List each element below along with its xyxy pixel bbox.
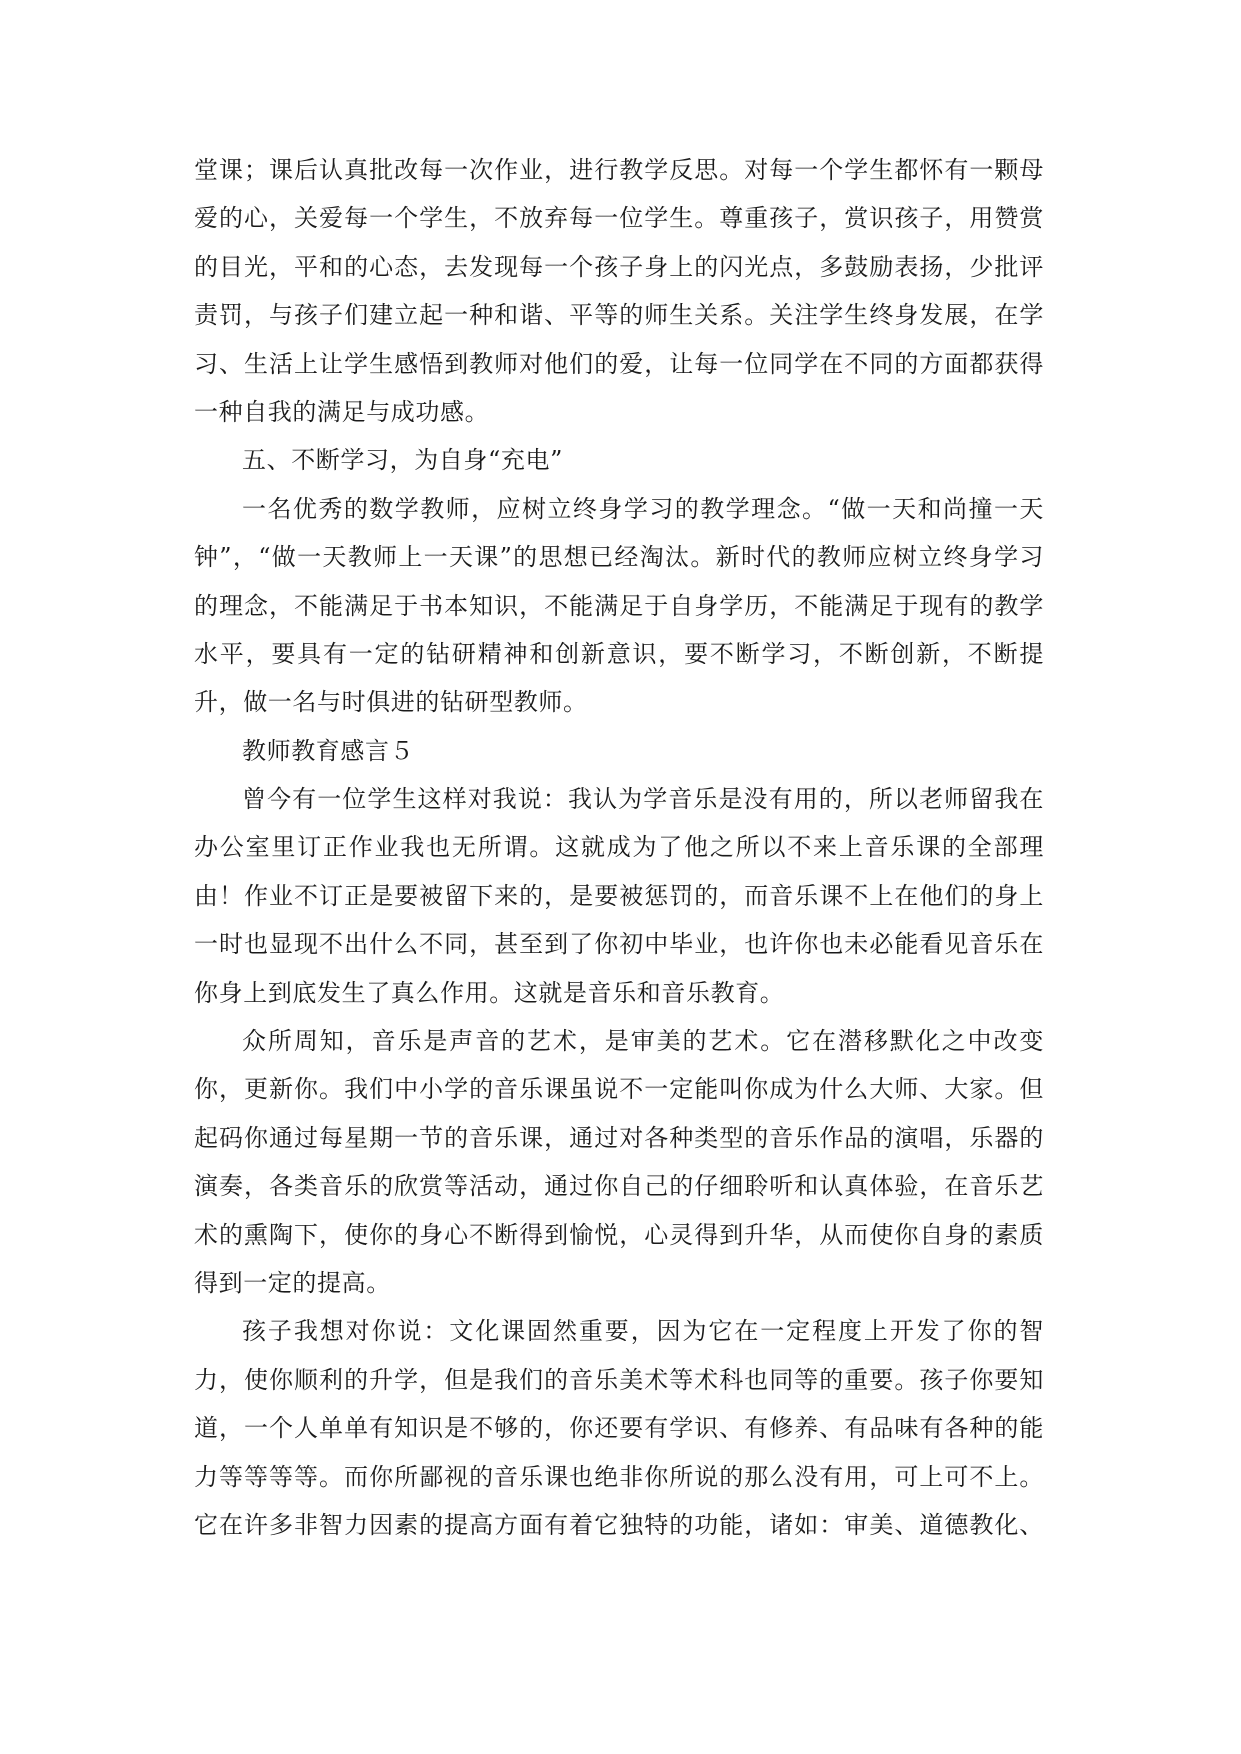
text-line: 爱的心，关爱每一个学生，不放弃每一位学生。尊重孩子，赏识孩子，用赞赏	[194, 204, 1044, 233]
text-line: 你身上到底发生了真么作用。这就是音乐和音乐教育。	[194, 978, 785, 1007]
text-line: 的理念，不能满足于书本知识，不能满足于自身学历，不能满足于现有的教学	[194, 591, 1044, 620]
text-line: 一时也显现不出什么不同，甚至到了你初中毕业，也许你也未必能看见音乐在	[194, 930, 1044, 959]
text-line: 众所周知，音乐是声音的艺术，是审美的艺术。它在潜移默化之中改变	[242, 1027, 1044, 1056]
text-line: 曾今有一位学生这样对我说：我认为学音乐是没有用的，所以老师留我在	[242, 785, 1044, 814]
text-line: 术的熏陶下，使你的身心不断得到愉悦，心灵得到升华，从而使你自身的素质	[194, 1220, 1044, 1249]
text-line: 起码你通过每星期一节的音乐课，通过对各种类型的音乐作品的演唱，乐器的	[194, 1123, 1044, 1152]
text-line: 责罚，与孩子们建立起一种和谐、平等的师生关系。关注学生终身发展，在学	[194, 301, 1044, 330]
text-line: 升，做一名与时俱进的钻研型教师。	[194, 688, 588, 717]
text-line: 的目光，平和的心态，去发现每一个孩子身上的闪光点，多鼓励表扬，少批评	[194, 252, 1044, 281]
text-line: 力，使你顺利的升学，但是我们的音乐美术等术科也同等的重要。孩子你要知	[194, 1365, 1044, 1394]
text-line: 堂课；课后认真批改每一次作业，进行教学反思。对每一个学生都怀有一颗母	[194, 156, 1044, 184]
text-line: 水平，要具有一定的钻研精神和创新意识，要不断学习，不断创新，不断提	[194, 639, 1044, 668]
text-line: 一名优秀的数学教师，应树立终身学习的教学理念。“做一天和尚撞一天	[242, 494, 1044, 523]
text-line: 教师教育感言５	[242, 736, 415, 765]
text-line: 你，更新你。我们中小学的音乐课虽说不一定能叫你成为什么大师、大家。但	[194, 1075, 1044, 1104]
text-line: 办公室里订正作业我也无所谓。这就成为了他之所以不来上音乐课的全部理	[194, 833, 1044, 862]
text-line: 孩子我想对你说：文化课固然重要，因为它在一定程度上开发了你的智	[242, 1317, 1044, 1346]
text-line: 由！作业不订正是要被留下来的，是要被惩罚的，而音乐课不上在他们的身上	[194, 881, 1044, 910]
text-line: 它在许多非智力因素的提高方面有着它独特的功能，诸如：审美、道德教化、	[194, 1510, 1044, 1539]
text-line: 五、不断学习，为自身“充电”	[242, 446, 563, 475]
document-body	[194, 146, 1044, 1549]
text-line: 演奏，各类音乐的欣赏等活动，通过你自己的仔细聆听和认真体验，在音乐艺	[194, 1172, 1044, 1201]
text-line: 道，一个人单单有知识是不够的，你还要有学识、有修养、有品味有各种的能	[194, 1414, 1044, 1443]
text-line: 习、生活上让学生感悟到教师对他们的爱，让每一位同学在不同的方面都获得	[194, 349, 1044, 378]
text-line: 力等等等等。而你所鄙视的音乐课也绝非你所说的那么没有用，可上可不上。	[194, 1462, 1044, 1491]
text-line: 钟”，“做一天教师上一天课”的思想已经淘汰。新时代的教师应树立终身学习	[194, 543, 1044, 572]
text-line: 得到一定的提高。	[194, 1268, 391, 1297]
text-line: 一种自我的满足与成功感。	[194, 397, 490, 426]
